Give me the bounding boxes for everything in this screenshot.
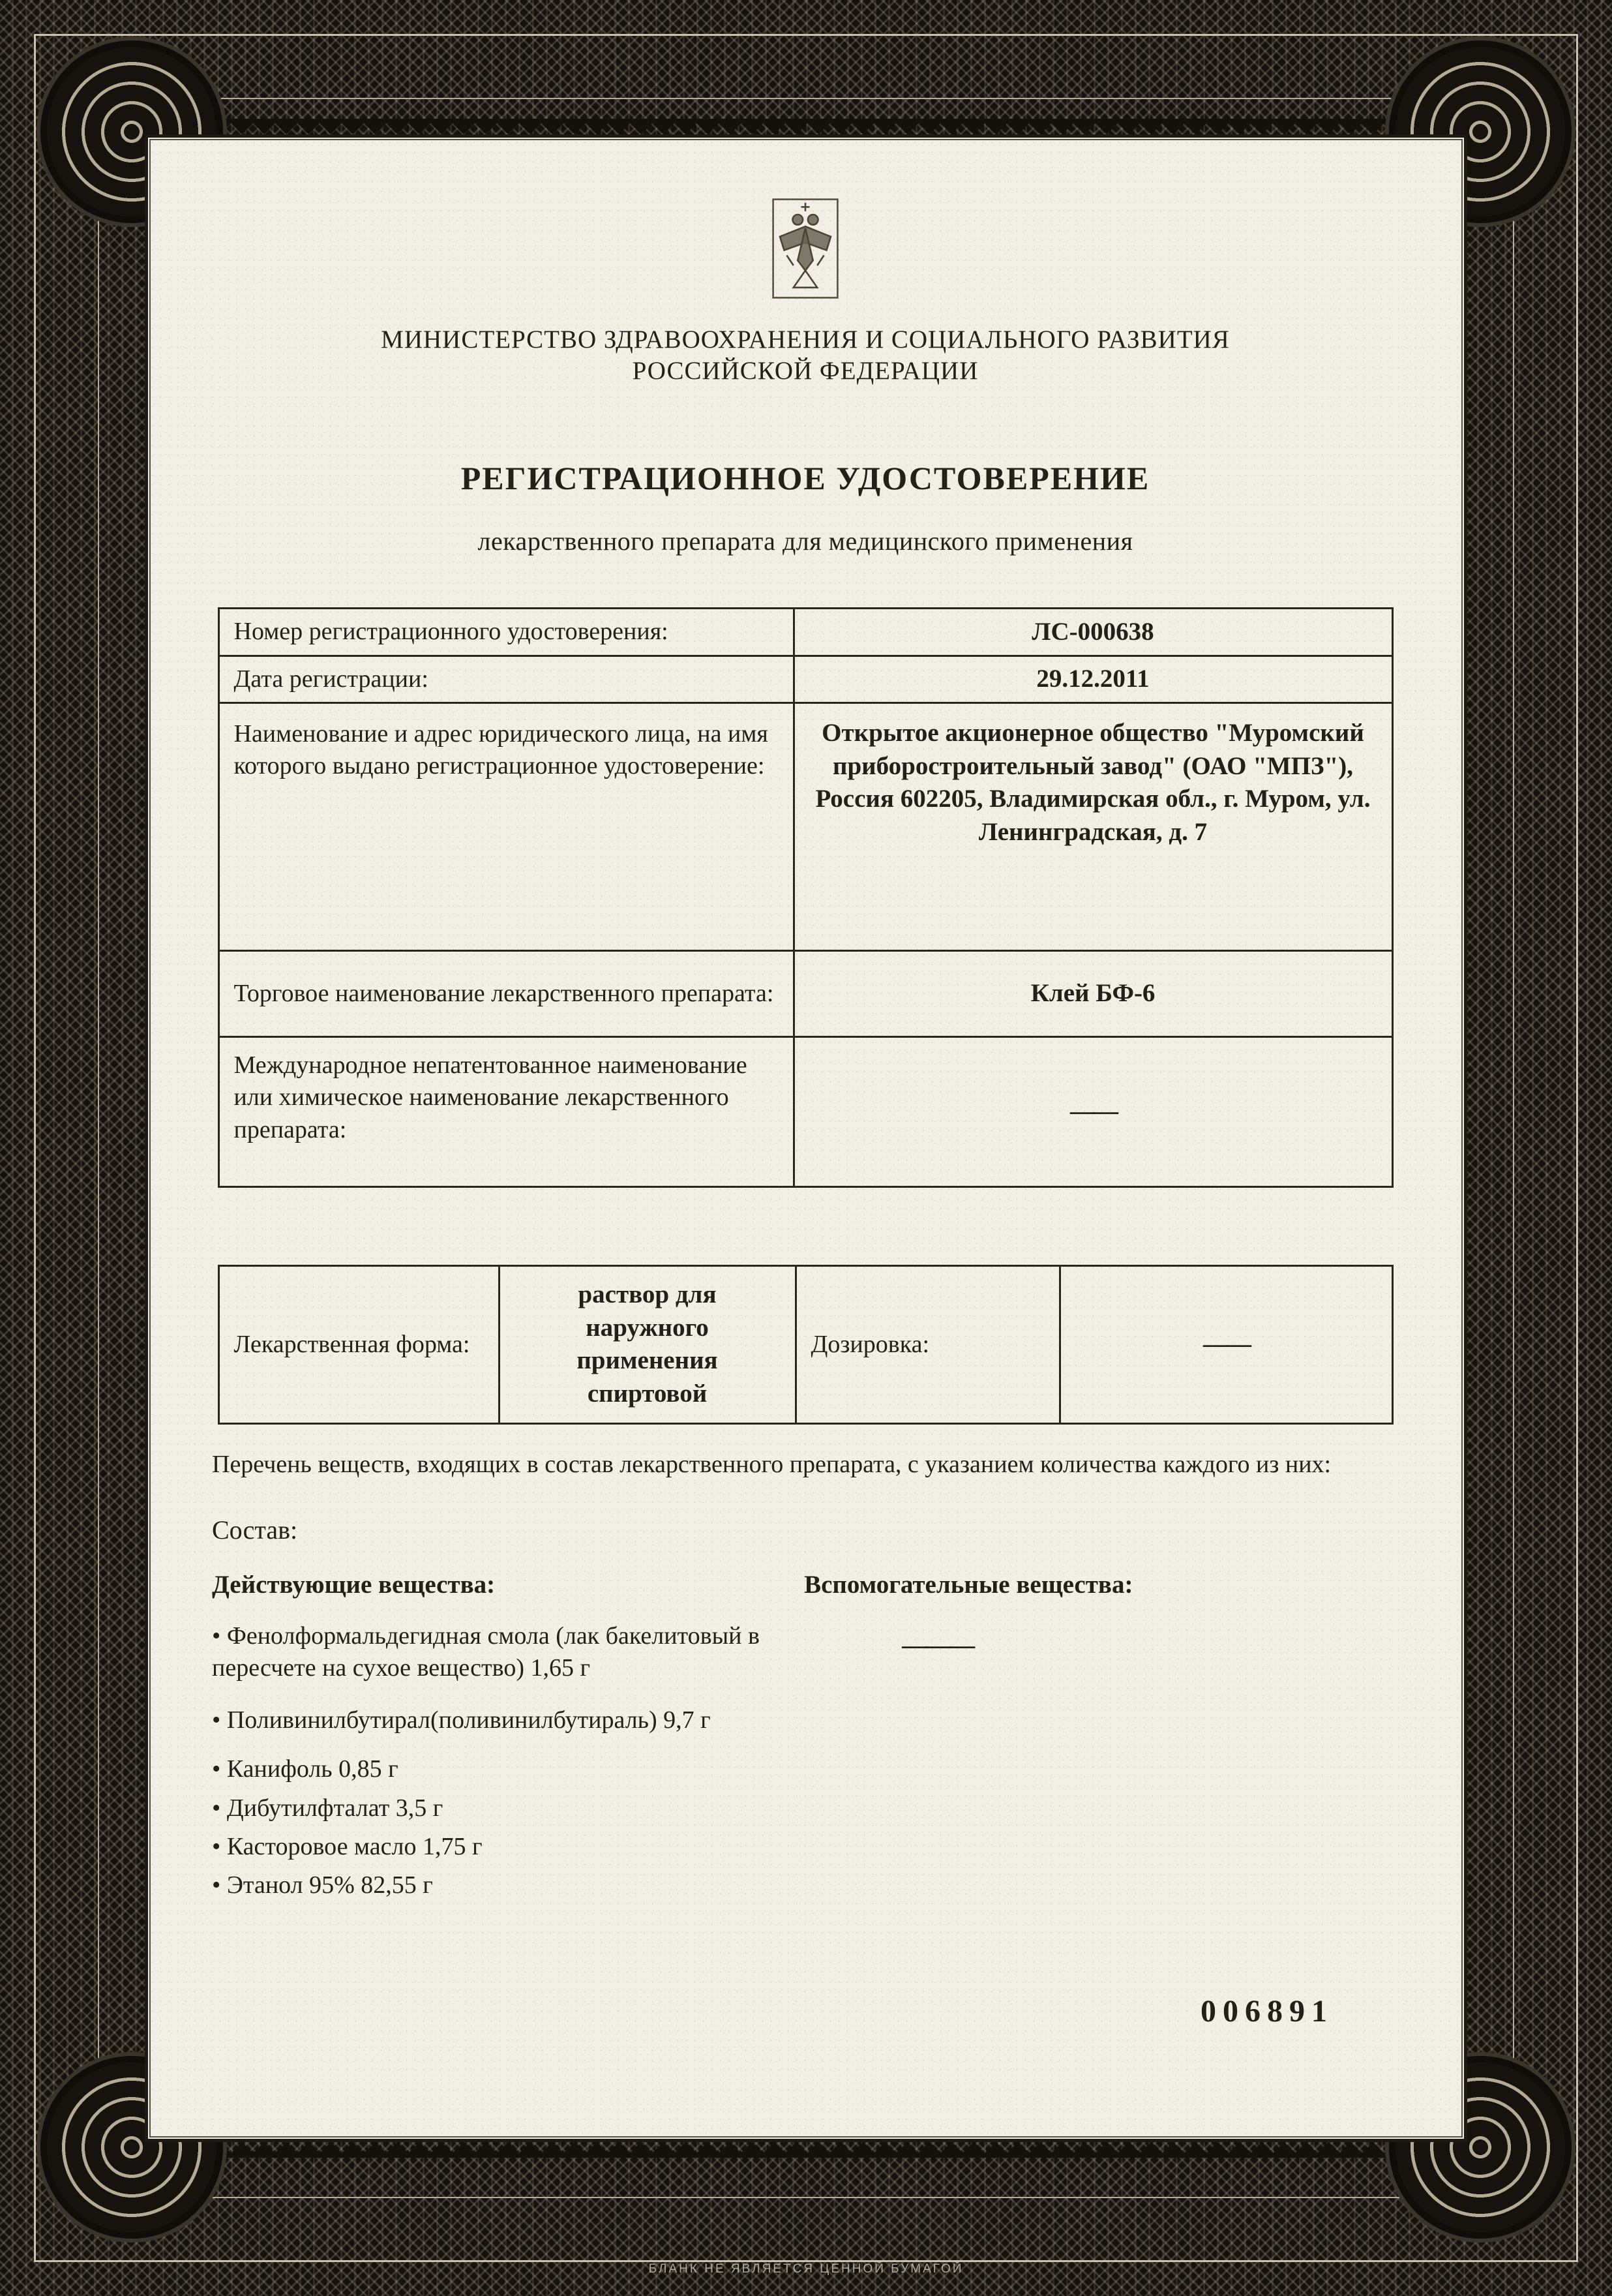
- table-row: [218, 1265, 1392, 1423]
- certificate-paper: [145, 134, 1467, 2142]
- auxiliary-value: ———: [902, 1630, 973, 1660]
- table-row: [218, 1036, 1392, 1186]
- list-item: • Фенолформальдегидная смола (лак бакелитовый в пересчете на сухое вещество) 1,65 г: [212, 1620, 773, 1685]
- auxiliary-substances-column: [773, 1570, 1405, 1909]
- row-value: Клей БФ-6: [794, 950, 1392, 1036]
- document-subtitle: лекарственного препарата для медицинского применения: [477, 526, 1133, 556]
- list-item: • Канифоль 0,85 г: [212, 1753, 773, 1785]
- composition-intro: Перечень веществ, входящих в состав лекарственного препарата, с указанием количества каждого из них:: [212, 1450, 1332, 1478]
- form-value: [499, 1265, 796, 1423]
- row-value: ——: [794, 1036, 1392, 1186]
- list-item: • Поливинилбутирал(поливинилбутираль) 9,7 г: [212, 1704, 773, 1736]
- dosage-form-table: [218, 1265, 1394, 1425]
- form-label: Лекарственная форма:: [218, 1265, 499, 1423]
- row-value: ЛС-000638: [794, 609, 1392, 656]
- list-item: • Касторовое масло 1,75 г: [212, 1831, 773, 1863]
- document-title: РЕГИСТРАЦИОННОЕ УДОСТОВЕРЕНИЕ: [460, 460, 1150, 497]
- list-item: • Этанол 95% 82,55 г: [212, 1869, 773, 1901]
- list-item: • Дибутилфталат 3,5 г: [212, 1792, 773, 1824]
- row-label: Торговое наименование лекарственного препарата:: [218, 950, 794, 1036]
- auxiliary-substances-heading: Вспомогательные вещества:: [804, 1571, 1133, 1599]
- table-row: [218, 609, 1392, 656]
- row-value: 29.12.2011: [794, 656, 1392, 702]
- registration-table: [218, 607, 1394, 1188]
- ministry-line-2: РОССИЙСКОЙ ФЕДЕРАЦИИ: [632, 356, 979, 385]
- dosage-value: ——: [1060, 1265, 1392, 1423]
- table-row: [218, 950, 1392, 1036]
- form-value-text: раствор для наружного применения спиртовой: [576, 1280, 718, 1408]
- ministry-line-1: МИНИСТЕРСТВО ЗДРАВООХРАНЕНИЯ И СОЦИАЛЬНОГО РАЗВИТИЯ: [381, 325, 1230, 354]
- composition-heading: Состав:: [212, 1515, 298, 1545]
- composition-columns: [212, 1570, 1405, 1909]
- border-sawtooth-bottom: [142, 2142, 1470, 2158]
- active-substances-heading: Действующие вещества:: [212, 1571, 496, 1599]
- row-label: Дата регистрации:: [218, 656, 794, 702]
- dosage-label: Дозировка:: [796, 1265, 1060, 1423]
- row-label: Наименование и адрес юридического лица, на имя которого выдано регистрационное удостоверение:: [218, 702, 794, 950]
- row-value: Открытое акционерное общество "Муромский приборостроительный завод" (ОАО "МПЗ"), Россия 602205, Владимирская обл., г. Муром, ул. Ленинградская, д. 7: [794, 702, 1392, 950]
- active-substances-column: [212, 1570, 773, 1909]
- border-microtext: БЛАНК НЕ ЯВЛЯЕТСЯ ЦЕННОЙ БУМАГОЙ: [648, 2262, 964, 2276]
- active-substances-list: [212, 1620, 773, 1902]
- table-row: [218, 702, 1392, 950]
- row-label: Международное непатентованное наименование или химическое наименование лекарственного препарата:: [218, 1036, 794, 1186]
- table-row: [218, 656, 1392, 702]
- coat-of-arms-icon: [212, 198, 1399, 302]
- serial-number: 006891: [1201, 1994, 1334, 2029]
- ministry-name: [212, 324, 1399, 386]
- border-sawtooth-top: [142, 119, 1470, 134]
- row-label: Номер регистрационного удостоверения:: [218, 609, 794, 656]
